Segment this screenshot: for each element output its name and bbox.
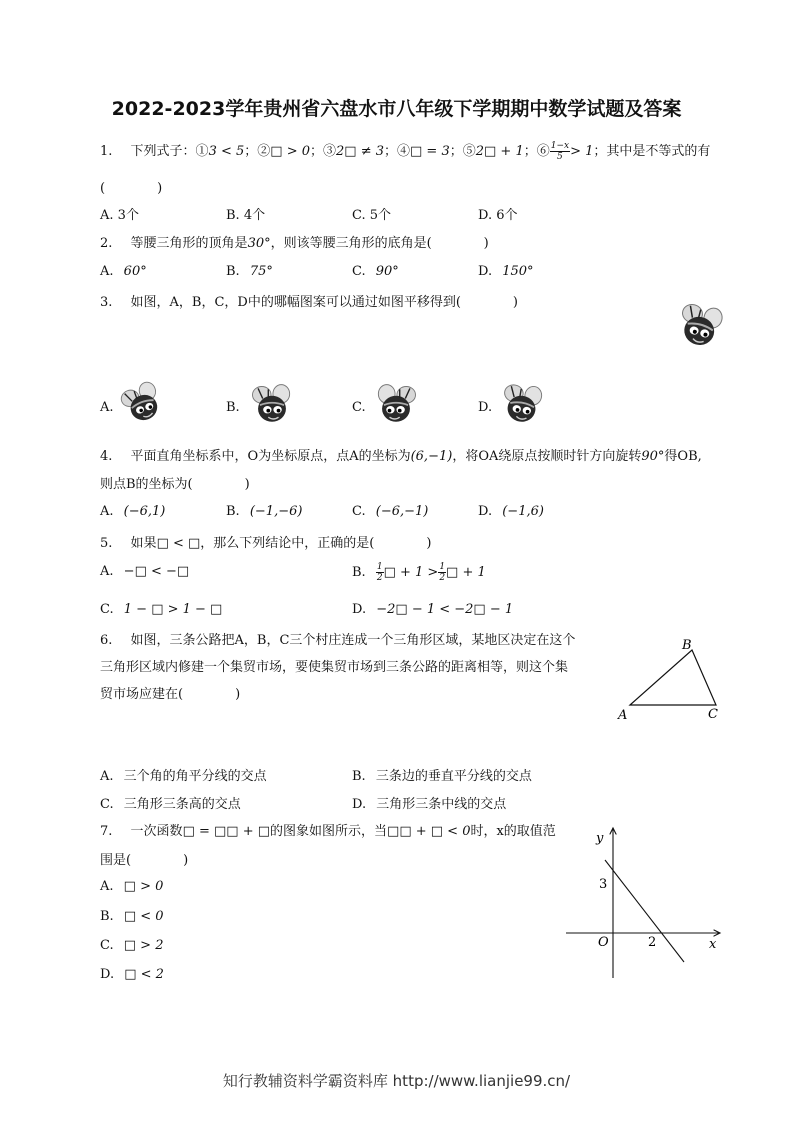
math-expr: 30° xyxy=(247,236,271,251)
option-label: D. xyxy=(352,602,367,617)
function-line xyxy=(605,860,684,962)
option-label: D. xyxy=(100,967,115,982)
option-text: 6个 xyxy=(496,208,518,223)
math-expr: □□ + □ < 0 xyxy=(387,824,471,839)
option-label: A. xyxy=(100,769,114,784)
option-label: A. xyxy=(100,208,114,223)
option-d[interactable] xyxy=(478,400,492,415)
option-label: B. xyxy=(352,565,366,580)
question-1 xyxy=(100,140,710,162)
option-label: B. xyxy=(226,264,240,279)
option-label: C. xyxy=(352,504,366,519)
expr-1: 3 < 5 xyxy=(208,144,245,159)
option-a[interactable] xyxy=(100,204,139,223)
option-b[interactable] xyxy=(226,264,273,279)
bee-option-a-image xyxy=(118,380,168,430)
option-text: □ < 0 xyxy=(123,909,164,924)
question-text-end: ，那么下列结论中，正确的是( ) xyxy=(200,536,432,551)
option-a[interactable] xyxy=(100,264,147,279)
option-text: 三角形三条高的交点 xyxy=(123,797,241,812)
math-expr: (6,−1) xyxy=(410,449,453,464)
question-text-end: ；其中是不等式的有 xyxy=(593,144,711,159)
option-b[interactable] xyxy=(352,765,532,784)
option-text: 三条边的垂直平分线的交点 xyxy=(375,769,532,784)
option-text: 三个角的角平分线的交点 xyxy=(123,769,267,784)
question-number: 3. xyxy=(100,295,113,310)
option-label: A. xyxy=(100,400,114,415)
option-label: D. xyxy=(478,208,493,223)
option-text: 三角形三条中线的交点 xyxy=(376,797,507,812)
option-text: 5个 xyxy=(369,208,392,223)
expr-6: > 1 xyxy=(570,144,594,159)
option-label: B. xyxy=(352,769,366,784)
fraction xyxy=(376,562,384,583)
option-a[interactable] xyxy=(100,400,114,415)
option-d[interactable] xyxy=(100,967,164,982)
option-c[interactable] xyxy=(352,400,366,415)
separator: ；③ xyxy=(310,144,337,159)
separator: ；④ xyxy=(384,144,411,159)
bee-option-d-image xyxy=(496,380,548,432)
option-text: (−6,−1) xyxy=(375,504,429,519)
option-text: □ + 1 > xyxy=(383,565,439,580)
option-b[interactable] xyxy=(226,400,240,415)
option-text: 4个 xyxy=(243,208,266,223)
question-number: 6. xyxy=(100,633,113,648)
origin-label: O xyxy=(598,935,609,950)
fraction xyxy=(550,141,570,162)
option-label: C. xyxy=(352,400,366,415)
option-label: A. xyxy=(100,504,114,519)
fraction-denominator: 2 xyxy=(439,573,446,583)
y-axis-label: y xyxy=(596,831,604,846)
y-intercept-label: 3 xyxy=(599,877,608,892)
option-label: D. xyxy=(478,264,493,279)
question-text: 如图，A，B，C，D中的哪幅图案可以通过如图平移得到( ) xyxy=(130,295,519,310)
option-text: −2□ − 1 < −2□ − 1 xyxy=(376,602,514,617)
question-6-line-3: 贸市场应建在( ) xyxy=(100,687,241,702)
question-6-line-2: 三角形区域内修建一个集贸市场，要使集贸市场到三条公路的距离相等，则这个集 xyxy=(100,660,569,675)
option-label: B. xyxy=(226,504,240,519)
option-b[interactable] xyxy=(100,909,164,924)
question-text: 平面直角坐标系中，O为坐标原点，点A的坐标为 xyxy=(130,449,411,464)
option-text: 1 − □ > 1 − □ xyxy=(123,602,223,617)
fraction xyxy=(438,562,446,583)
option-c[interactable] xyxy=(352,504,428,519)
question-5 xyxy=(100,532,431,551)
fraction-numerator: 1 xyxy=(376,562,383,572)
fraction-numerator: 1−x xyxy=(550,141,570,151)
linear-function-graph xyxy=(560,822,730,982)
option-c[interactable] xyxy=(100,793,241,812)
document-title: 2022-2023学年贵州省六盘水市八年级下学期期中数学试题及答案 xyxy=(111,98,682,120)
option-label: D. xyxy=(478,400,493,415)
question-text-end: 时，x的取值范 xyxy=(470,824,556,839)
option-b[interactable] xyxy=(352,562,486,583)
option-d[interactable] xyxy=(478,504,544,519)
option-text: (−1,6) xyxy=(502,504,544,519)
question-number: 1. xyxy=(100,144,113,159)
option-text: □ < 2 xyxy=(124,967,164,982)
option-d[interactable] xyxy=(478,204,518,223)
option-text: (−6,1) xyxy=(123,504,166,519)
question-text: 如果 xyxy=(130,536,157,551)
option-a[interactable] xyxy=(100,765,267,784)
fraction-numerator: 1 xyxy=(439,562,446,572)
math-expr: □ = □□ + □ xyxy=(182,824,271,839)
footer-watermark: 知行教辅资料学霸资料库 http://www.lianjie99.cn/ xyxy=(222,1072,571,1090)
option-b[interactable] xyxy=(226,204,265,223)
option-c[interactable] xyxy=(352,204,391,223)
triangle-shape xyxy=(630,650,716,705)
vertex-c-label: C xyxy=(708,707,718,722)
option-label: C. xyxy=(100,797,114,812)
option-d[interactable] xyxy=(352,793,506,812)
separator: ；⑥ xyxy=(523,144,550,159)
option-text: 60° xyxy=(123,264,147,279)
option-b[interactable] xyxy=(226,504,302,519)
math-expr: 90° xyxy=(641,449,665,464)
question-text-end: ，则该等腰三角形的底角是( ) xyxy=(270,236,489,251)
question-text-mid: 的图象如图所示，当 xyxy=(270,824,388,839)
option-label: A. xyxy=(100,264,114,279)
bee-option-c-image xyxy=(370,380,422,432)
expr-5: 2□ + 1 xyxy=(475,144,524,159)
question-4-line-2: 则点B的坐标为( ) xyxy=(100,477,250,492)
separator: ；② xyxy=(244,144,271,159)
question-3 xyxy=(100,291,518,310)
option-a[interactable] xyxy=(100,879,163,894)
option-d[interactable] xyxy=(352,602,513,617)
option-text: 90° xyxy=(375,264,399,279)
fraction-denominator: 5 xyxy=(557,152,563,162)
option-label: D. xyxy=(478,504,493,519)
expr-2: □ > 0 xyxy=(270,144,310,159)
option-text: □ + 1 xyxy=(446,565,486,580)
question-text: 如图，三条公路把A，B，C三个村庄连成一个三角形区域，某地区决定在这个 xyxy=(130,633,576,648)
option-label: B. xyxy=(226,400,240,415)
option-text: (−1,−6) xyxy=(249,504,303,519)
option-c[interactable] xyxy=(100,602,222,617)
option-label: C. xyxy=(352,264,366,279)
bee-option-b-image xyxy=(246,380,298,432)
question-7 xyxy=(100,820,556,839)
option-text: −□ < −□ xyxy=(123,564,190,579)
option-text: □ > 2 xyxy=(123,938,164,953)
option-text: 150° xyxy=(502,264,534,279)
question-number: 7. xyxy=(100,824,113,839)
x-intercept-label: 2 xyxy=(648,935,657,950)
separator: ；⑤ xyxy=(449,144,476,159)
answer-paren: ( ) xyxy=(100,181,163,196)
option-c[interactable] xyxy=(352,264,399,279)
option-text: □ > 0 xyxy=(123,879,164,894)
option-label: D. xyxy=(352,797,367,812)
option-d[interactable] xyxy=(478,264,534,279)
question-text-mid: ，将OA绕原点按顺时针方向旋转 xyxy=(452,449,642,464)
question-number: 5. xyxy=(100,536,113,551)
option-label: B. xyxy=(226,208,240,223)
option-label: C. xyxy=(100,938,114,953)
option-label: A. xyxy=(100,564,114,579)
option-label: B. xyxy=(100,909,114,924)
question-2 xyxy=(100,232,489,251)
question-number: 2. xyxy=(100,236,113,251)
question-4 xyxy=(100,445,702,464)
vertex-b-label: B xyxy=(682,638,692,653)
question-text-end: 得OB, xyxy=(664,449,702,464)
question-text: 一次函数 xyxy=(130,824,183,839)
option-a[interactable] xyxy=(100,564,189,579)
math-expr: □ < □ xyxy=(156,536,201,551)
bee-reference-image xyxy=(672,300,728,356)
option-text: 3个 xyxy=(117,208,139,223)
option-label: A. xyxy=(100,879,114,894)
question-number: 4. xyxy=(100,449,113,464)
expr-3: 2□ ≠ 3 xyxy=(336,144,384,159)
option-a[interactable] xyxy=(100,504,165,519)
question-6 xyxy=(100,629,575,648)
option-c[interactable] xyxy=(100,938,163,953)
fraction-denominator: 2 xyxy=(376,573,383,583)
question-text: 等腰三角形的顶角是 xyxy=(130,236,248,251)
vertex-a-label: A xyxy=(618,708,628,723)
question-7-line-2: 围是( ) xyxy=(100,853,189,868)
option-text: 75° xyxy=(249,264,273,279)
expr-4: □ = 3 xyxy=(410,144,450,159)
option-label: C. xyxy=(352,208,366,223)
triangle-figure xyxy=(612,634,732,724)
option-label: C. xyxy=(100,602,114,617)
x-axis-label: x xyxy=(709,937,717,952)
question-text: 下列式子：① xyxy=(130,144,209,159)
